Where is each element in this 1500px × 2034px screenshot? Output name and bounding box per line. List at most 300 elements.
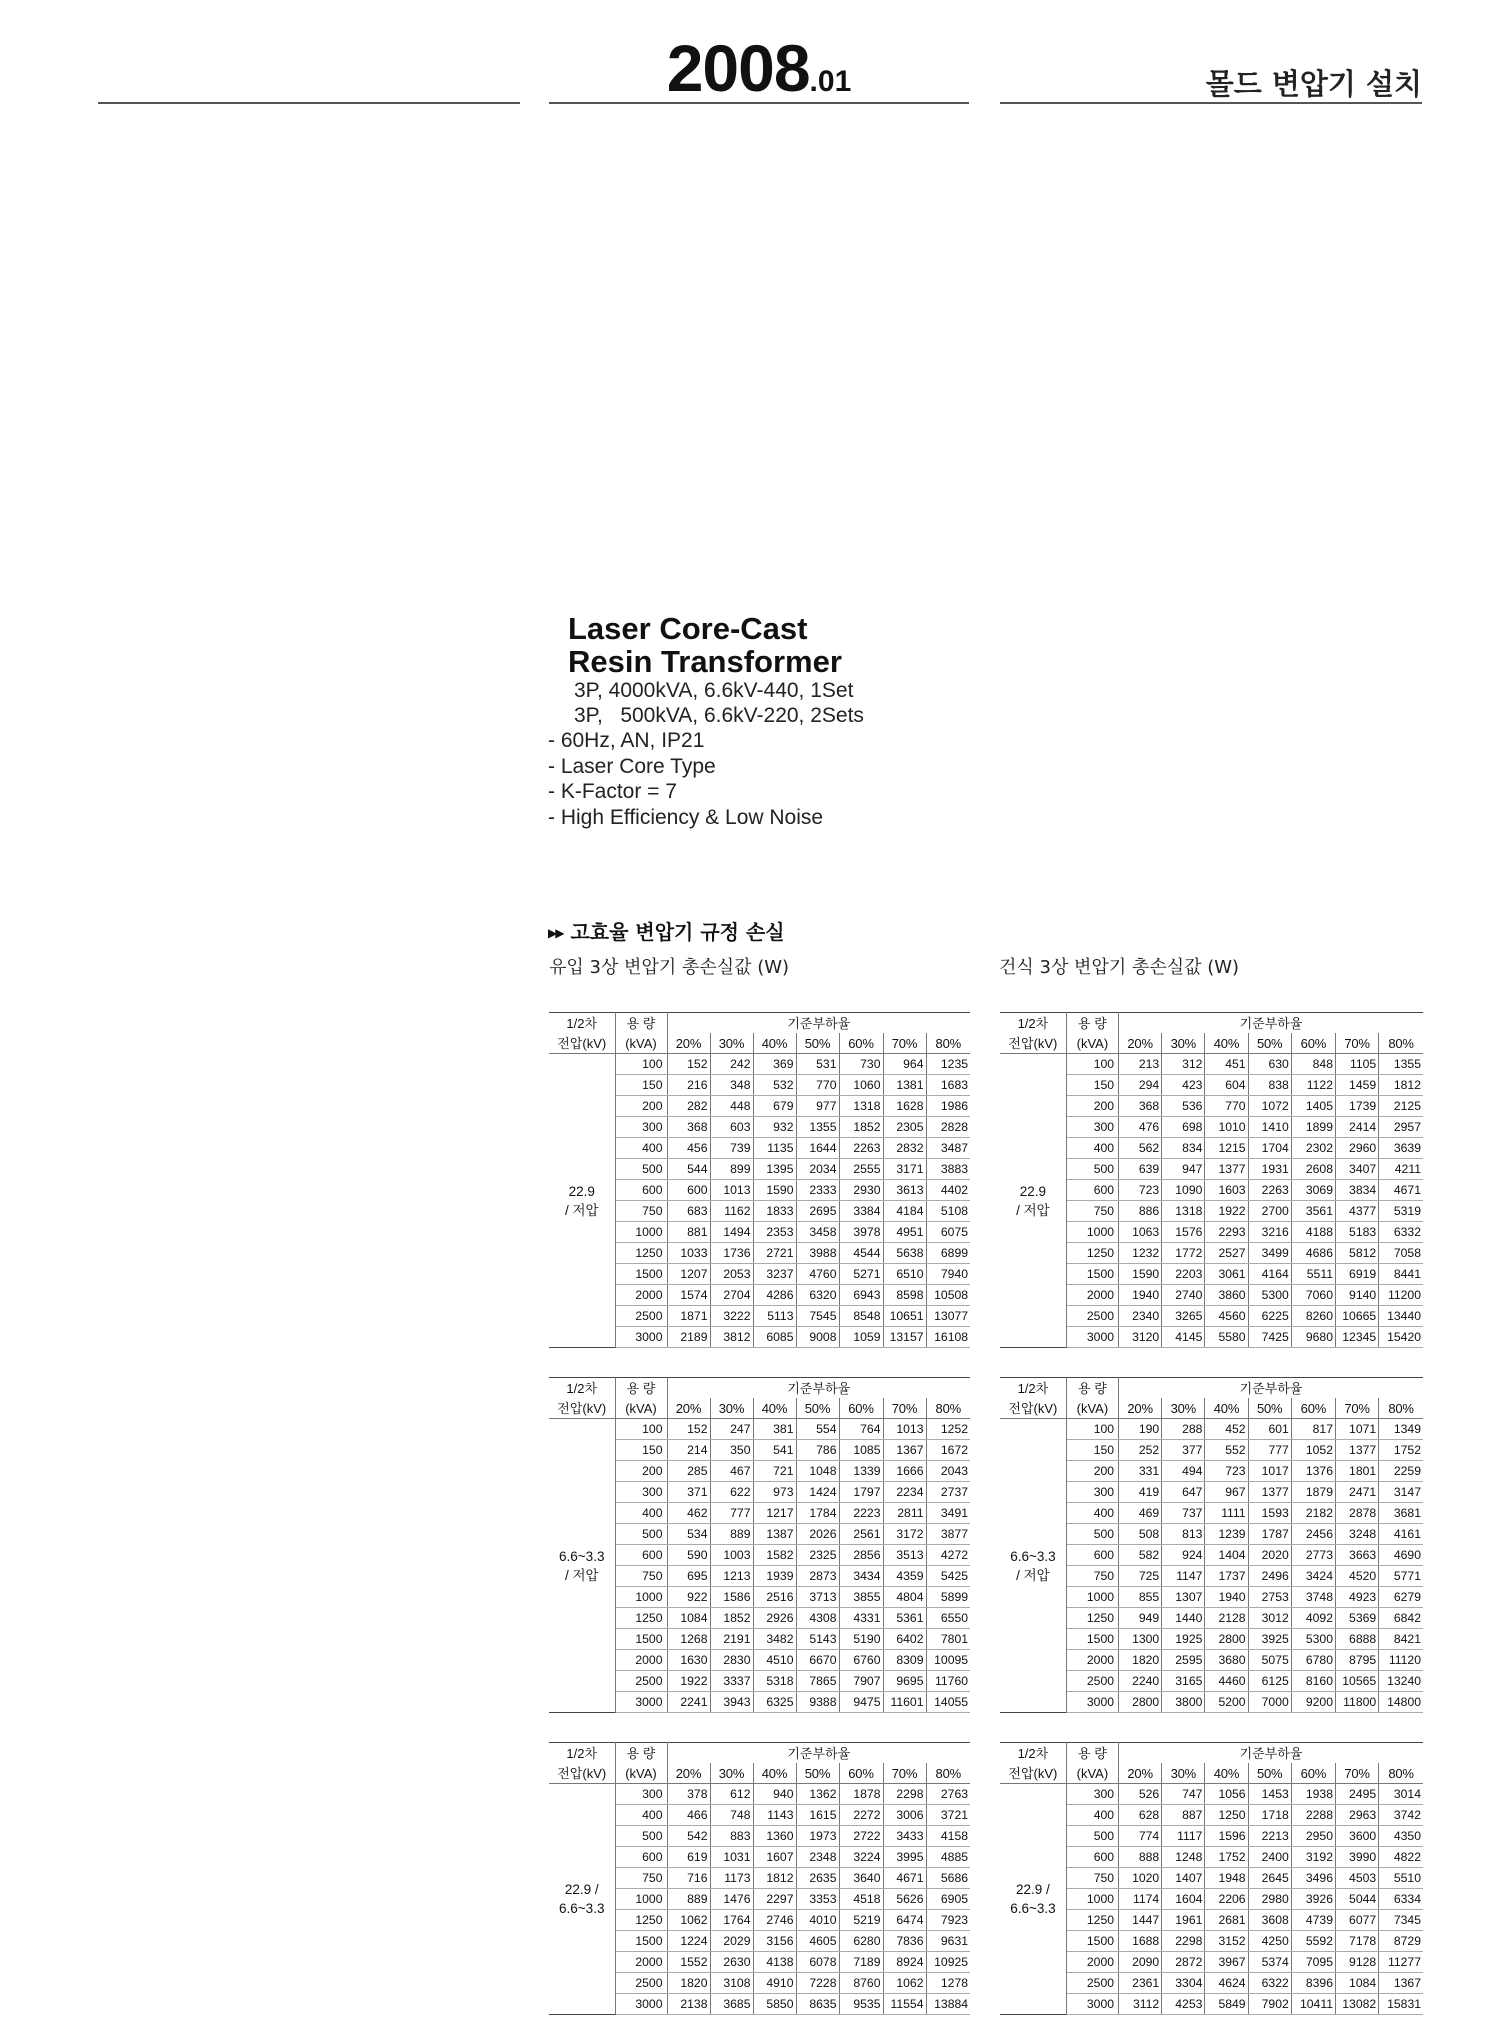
loss-value-cell: 3147 [1379, 1482, 1423, 1503]
load-percent-header: 80% [926, 1033, 970, 1054]
loss-value-cell: 1031 [710, 1847, 753, 1868]
loss-value-cell: 1207 [667, 1264, 710, 1285]
loss-value-cell: 242 [710, 1054, 753, 1075]
loss-value-cell: 1925 [1162, 1629, 1205, 1650]
loss-value-cell: 4885 [926, 1847, 970, 1868]
load-percent-header: 20% [667, 1033, 710, 1054]
header-rule-left [98, 102, 520, 104]
loss-value-cell: 1476 [710, 1889, 753, 1910]
load-percent-header: 60% [839, 1033, 883, 1054]
loss-value-cell: 1752 [1379, 1440, 1423, 1461]
load-percent-header: 50% [1248, 1033, 1291, 1054]
loss-value-cell: 466 [667, 1805, 710, 1826]
capacity-header: 용 량 [615, 1743, 667, 1764]
loss-value-cell: 817 [1291, 1419, 1335, 1440]
voltage-header-unit: 전압(kV) [1000, 1033, 1066, 1054]
capacity-cell: 2500 [1066, 1973, 1118, 1994]
loss-value-cell: 1105 [1335, 1054, 1378, 1075]
loss-value-cell: 2272 [839, 1805, 883, 1826]
capacity-cell: 600 [615, 1180, 667, 1201]
loss-value-cell: 2213 [1248, 1826, 1291, 1847]
loss-value-cell: 5771 [1379, 1566, 1423, 1587]
loss-value-cell: 377 [1162, 1440, 1205, 1461]
loss-value-cell: 721 [753, 1461, 796, 1482]
loss-value-cell: 3304 [1162, 1973, 1205, 1994]
loss-value-cell: 2259 [1379, 1461, 1423, 1482]
capacity-cell: 2000 [615, 1650, 667, 1671]
loss-value-cell: 8441 [1379, 1264, 1423, 1285]
loss-value-cell: 1922 [667, 1671, 710, 1692]
loss-value-cell: 1590 [753, 1180, 796, 1201]
loss-value-cell: 1615 [796, 1805, 839, 1826]
loss-value-cell: 5044 [1335, 1889, 1378, 1910]
capacity-cell: 150 [615, 1440, 667, 1461]
loss-value-cell: 2957 [1379, 1117, 1423, 1138]
loss-value-cell: 10651 [883, 1306, 926, 1327]
loss-value-cell: 448 [710, 1096, 753, 1117]
loss-value-cell: 3988 [796, 1243, 839, 1264]
loss-value-cell: 1871 [667, 1306, 710, 1327]
loss-value-cell: 2721 [753, 1243, 796, 1264]
loss-value-cell: 2960 [1335, 1138, 1378, 1159]
capacity-cell: 600 [1066, 1847, 1118, 1868]
loss-value-cell: 312 [1162, 1054, 1205, 1075]
loss-value-cell: 6334 [1379, 1889, 1423, 1910]
loss-value-cell: 3224 [839, 1847, 883, 1868]
loss-value-cell: 3925 [1248, 1629, 1291, 1650]
loss-value-cell: 628 [1119, 1805, 1162, 1826]
loss-value-cell: 2811 [883, 1503, 926, 1524]
loss-value-cell: 1596 [1205, 1826, 1248, 1847]
loss-value-cell: 1224 [667, 1931, 710, 1952]
loss-value-cell: 10411 [1291, 1994, 1335, 2015]
load-percent-header: 60% [839, 1763, 883, 1784]
table-header-row [1000, 1378, 1423, 1399]
loss-value-cell: 2263 [839, 1138, 883, 1159]
capacity-cell: 1000 [1066, 1222, 1118, 1243]
load-percent-header: 50% [1248, 1398, 1291, 1419]
loss-value-cell: 4760 [796, 1264, 839, 1285]
loss-value-cell: 1576 [1162, 1222, 1205, 1243]
voltage-header-unit: 전압(kV) [549, 1398, 615, 1419]
loss-value-cell: 2293 [1205, 1222, 1248, 1243]
loss-value-cell: 4308 [796, 1608, 839, 1629]
loss-value-cell: 1797 [839, 1482, 883, 1503]
capacity-cell: 200 [1066, 1461, 1118, 1482]
loss-value-cell: 1961 [1162, 1910, 1205, 1931]
loss-value-cell: 3120 [1119, 1327, 1162, 1348]
load-rate-header: 기준부하율 [1239, 1380, 1303, 1396]
load-percent-header: 30% [1162, 1398, 1205, 1419]
loss-value-cell: 940 [753, 1784, 796, 1805]
voltage-header-unit: 전압(kV) [1000, 1398, 1066, 1419]
table-row [549, 1784, 970, 1805]
loss-value-cell: 2737 [926, 1482, 970, 1503]
loss-value-cell: 1666 [883, 1461, 926, 1482]
capacity-cell: 1500 [1066, 1629, 1118, 1650]
load-percent-header: 40% [1205, 1033, 1248, 1054]
loss-value-cell: 889 [710, 1524, 753, 1545]
loss-value-cell: 11760 [926, 1671, 970, 1692]
loss-value-cell: 6888 [1335, 1629, 1378, 1650]
loss-value-cell: 1250 [1205, 1805, 1248, 1826]
loss-value-cell: 6320 [796, 1285, 839, 1306]
loss-value-cell: 2348 [796, 1847, 839, 1868]
capacity-cell: 1250 [615, 1608, 667, 1629]
loss-value-cell: 3248 [1335, 1524, 1378, 1545]
voltage-cell: 22.9 / 저압 [549, 1054, 615, 1348]
loss-value-cell: 542 [667, 1826, 710, 1847]
load-percent-header: 50% [796, 1033, 839, 1054]
loss-value-cell: 3860 [1205, 1285, 1248, 1306]
voltage-cell: 6.6~3.3 / 저압 [1000, 1419, 1066, 1713]
load-percent-header: 20% [667, 1763, 710, 1784]
voltage-header: 1/2차 [1000, 1378, 1066, 1399]
loss-value-cell: 1162 [710, 1201, 753, 1222]
loss-value-cell: 2873 [796, 1566, 839, 1587]
capacity-header: 용 량 [615, 1013, 667, 1034]
loss-value-cell: 2930 [839, 1180, 883, 1201]
load-percent-header: 50% [1248, 1763, 1291, 1784]
product-name-line1: Laser Core-Cast [568, 611, 808, 646]
load-percent-header: 80% [1379, 1398, 1423, 1419]
load-percent-header: 30% [1162, 1763, 1205, 1784]
loss-value-cell: 6225 [1248, 1306, 1291, 1327]
loss-value-cell: 1772 [1162, 1243, 1205, 1264]
loss-value-cell: 8598 [883, 1285, 926, 1306]
loss-value-cell: 2681 [1205, 1910, 1248, 1931]
capacity-cell: 300 [1066, 1784, 1118, 1805]
loss-value-cell: 11554 [883, 1994, 926, 2015]
loss-value-cell: 2608 [1291, 1159, 1335, 1180]
loss-value-cell: 4460 [1205, 1671, 1248, 1692]
loss-value-cell: 1607 [753, 1847, 796, 1868]
loss-value-cell: 737 [1162, 1503, 1205, 1524]
dry-column-title: 건식 3상 변압기 총손실값 (W) [999, 957, 1240, 978]
loss-value-cell: 2298 [883, 1784, 926, 1805]
loss-value-cell: 2645 [1248, 1868, 1291, 1889]
loss-value-cell: 1939 [753, 1566, 796, 1587]
capacity-cell: 100 [615, 1054, 667, 1075]
loss-value-cell: 4560 [1205, 1306, 1248, 1327]
loss-value-cell: 1737 [1205, 1566, 1248, 1587]
loss-value-cell: 1085 [839, 1440, 883, 1461]
loss-value-cell: 1736 [710, 1243, 753, 1264]
loss-value-cell: 2297 [753, 1889, 796, 1910]
capacity-header-unit: (kVA) [1066, 1398, 1118, 1419]
loss-value-cell: 4250 [1248, 1931, 1291, 1952]
load-percent-header: 20% [1119, 1033, 1162, 1054]
loss-value-cell: 532 [753, 1075, 796, 1096]
loss-value-cell: 252 [1119, 1440, 1162, 1461]
capacity-cell: 3000 [615, 1692, 667, 1713]
loss-value-cell: 4211 [1379, 1159, 1423, 1180]
loss-value-cell: 10508 [926, 1285, 970, 1306]
loss-value-cell: 1459 [1335, 1075, 1378, 1096]
loss-value-cell: 467 [710, 1461, 753, 1482]
loss-value-cell: 7060 [1291, 1285, 1335, 1306]
loss-value-cell: 6322 [1248, 1973, 1291, 1994]
header-date [549, 30, 969, 106]
loss-value-cell: 5374 [1248, 1952, 1291, 1973]
loss-value-cell: 1048 [796, 1461, 839, 1482]
loss-value-cell: 4253 [1162, 1994, 1205, 2015]
loss-value-cell: 4671 [1379, 1180, 1423, 1201]
loss-value-cell: 2595 [1162, 1650, 1205, 1671]
loss-value-cell: 630 [1248, 1054, 1291, 1075]
load-percent-header: 70% [1335, 1398, 1378, 1419]
capacity-cell: 150 [615, 1075, 667, 1096]
loss-value-cell: 7545 [796, 1306, 839, 1327]
loss-value-cell: 2128 [1205, 1608, 1248, 1629]
capacity-cell: 1000 [1066, 1587, 1118, 1608]
loss-value-cell: 1252 [926, 1419, 970, 1440]
loss-value-cell: 770 [1205, 1096, 1248, 1117]
loss-value-cell: 3812 [710, 1327, 753, 1348]
voltage-cell: 22.9 / 저압 [1000, 1054, 1066, 1348]
loss-value-cell: 5200 [1205, 1692, 1248, 1713]
loss-value-cell: 5108 [926, 1201, 970, 1222]
table-header-row [549, 1743, 970, 1764]
loss-value-cell: 6325 [753, 1692, 796, 1713]
loss-value-cell: 1410 [1248, 1117, 1291, 1138]
loss-value-cell: 3990 [1335, 1847, 1378, 1868]
loss-value-cell: 508 [1119, 1524, 1162, 1545]
loss-value-cell: 4138 [753, 1952, 796, 1973]
loss-value-cell: 1986 [926, 1096, 970, 1117]
loss-value-cell: 3265 [1162, 1306, 1205, 1327]
loss-value-cell: 2635 [796, 1868, 839, 1889]
loss-value-cell: 1135 [753, 1138, 796, 1159]
loss-value-cell: 6474 [883, 1910, 926, 1931]
capacity-header-unit: (kVA) [1066, 1033, 1118, 1054]
loss-value-cell: 2722 [839, 1826, 883, 1847]
loss-value-cell: 1278 [926, 1973, 970, 1994]
loss-value-cell: 6077 [1335, 1910, 1378, 1931]
loss-value-cell: 3012 [1248, 1608, 1291, 1629]
loss-value-cell: 1003 [710, 1545, 753, 1566]
load-percent-header: 30% [710, 1763, 753, 1784]
loss-value-cell: 5580 [1205, 1327, 1248, 1348]
loss-value-cell: 3152 [1205, 1931, 1248, 1952]
loss-value-cell: 1147 [1162, 1566, 1205, 1587]
capacity-cell: 500 [1066, 1159, 1118, 1180]
loss-value-cell: 1377 [1335, 1440, 1378, 1461]
loss-value-cell: 1833 [753, 1201, 796, 1222]
loss-value-cell: 2800 [1205, 1629, 1248, 1650]
loss-value-cell: 8729 [1379, 1931, 1423, 1952]
loss-value-cell: 288 [1162, 1419, 1205, 1440]
loss-value-cell: 9140 [1335, 1285, 1378, 1306]
loss-value-cell: 476 [1119, 1117, 1162, 1138]
loss-value-cell: 368 [667, 1117, 710, 1138]
loss-value-cell: 5592 [1291, 1931, 1335, 1952]
loss-value-cell: 1440 [1162, 1608, 1205, 1629]
loss-value-cell: 4331 [839, 1608, 883, 1629]
loss-value-cell: 371 [667, 1482, 710, 1503]
loss-value-cell: 813 [1162, 1524, 1205, 1545]
loss-value-cell: 11800 [1335, 1692, 1378, 1713]
loss-value-cell: 526 [1119, 1784, 1162, 1805]
capacity-cell: 3000 [1066, 1692, 1118, 1713]
loss-value-cell: 12345 [1335, 1327, 1378, 1348]
loss-value-cell: 1628 [883, 1096, 926, 1117]
loss-value-cell: 8795 [1335, 1650, 1378, 1671]
loss-value-cell: 3685 [710, 1994, 753, 2015]
voltage-cell: 6.6~3.3 / 저압 [549, 1419, 615, 1713]
loss-value-cell: 5219 [839, 1910, 883, 1931]
loss-value-cell: 964 [883, 1054, 926, 1075]
loss-value-cell: 152 [667, 1419, 710, 1440]
capacity-cell: 1250 [615, 1910, 667, 1931]
voltage-header: 1/2차 [549, 1378, 615, 1399]
table-header-row [1000, 1013, 1423, 1034]
loss-value-cell: 777 [710, 1503, 753, 1524]
loss-value-cell: 6085 [753, 1327, 796, 1348]
loss-value-cell: 4690 [1379, 1545, 1423, 1566]
loss-value-cell: 331 [1119, 1461, 1162, 1482]
loss-value-cell: 13440 [1379, 1306, 1423, 1327]
loss-value-cell: 777 [1248, 1440, 1291, 1461]
capacity-cell: 100 [1066, 1054, 1118, 1075]
capacity-cell: 3000 [1066, 1327, 1118, 1348]
loss-value-cell: 562 [1119, 1138, 1162, 1159]
loss-value-cell: 7801 [926, 1629, 970, 1650]
load-percent-header: 30% [710, 1398, 753, 1419]
capacity-cell: 100 [1066, 1419, 1118, 1440]
loss-value-cell: 619 [667, 1847, 710, 1868]
load-percent-header: 40% [753, 1763, 796, 1784]
loss-value-cell: 2043 [926, 1461, 970, 1482]
loss-value-cell: 883 [710, 1826, 753, 1847]
loss-value-cell: 469 [1119, 1503, 1162, 1524]
loss-value-cell: 3491 [926, 1503, 970, 1524]
loss-value-cell: 1787 [1248, 1524, 1291, 1545]
loss-value-cell: 3834 [1335, 1180, 1378, 1201]
loss-value-cell: 3006 [883, 1805, 926, 1826]
loss-value-cell: 5300 [1291, 1629, 1335, 1650]
loss-value-cell: 1215 [1205, 1138, 1248, 1159]
loss-value-cell: 1062 [667, 1910, 710, 1931]
loss-value-cell: 683 [667, 1201, 710, 1222]
voltage-cell: 22.9 / 6.6~3.3 [549, 1784, 615, 2015]
loss-value-cell: 531 [796, 1054, 839, 1075]
loss-value-cell: 1377 [1248, 1482, 1291, 1503]
loss-value-cell: 6510 [883, 1264, 926, 1285]
capacity-cell: 1250 [1066, 1243, 1118, 1264]
loss-value-cell: 2963 [1335, 1805, 1378, 1826]
loss-value-cell: 8309 [883, 1650, 926, 1671]
loss-value-cell: 2471 [1335, 1482, 1378, 1503]
loss-value-cell: 1367 [1379, 1973, 1423, 1994]
capacity-cell: 100 [615, 1419, 667, 1440]
loss-value-cell: 1931 [1248, 1159, 1291, 1180]
load-percent-header: 30% [1162, 1033, 1205, 1054]
loss-value-cell: 3192 [1291, 1847, 1335, 1868]
loss-value-cell: 4544 [839, 1243, 883, 1264]
capacity-cell: 750 [1066, 1566, 1118, 1587]
loss-value-cell: 1447 [1119, 1910, 1162, 1931]
loss-value-cell: 8760 [839, 1973, 883, 1994]
table-header-row [549, 1033, 970, 1054]
loss-value-cell: 1395 [753, 1159, 796, 1180]
loss-value-cell: 7907 [839, 1671, 883, 1692]
loss-value-cell: 1453 [1248, 1784, 1291, 1805]
loss-value-cell: 5626 [883, 1889, 926, 1910]
voltage-header-unit: 전압(kV) [1000, 1763, 1066, 1784]
loss-value-cell: 3640 [839, 1868, 883, 1889]
product-feature: - K-Factor = 7 [548, 780, 677, 803]
capacity-cell: 500 [1066, 1826, 1118, 1847]
loss-value-cell: 899 [710, 1159, 753, 1180]
loss-value-cell: 11120 [1379, 1650, 1423, 1671]
loss-value-cell: 2704 [710, 1285, 753, 1306]
loss-table-dry-6.6-low [1000, 1377, 1423, 1713]
load-percent-header: 40% [753, 1033, 796, 1054]
load-percent-header: 50% [796, 1763, 839, 1784]
loss-value-cell: 888 [1119, 1847, 1162, 1868]
capacity-cell: 2500 [1066, 1671, 1118, 1692]
loss-value-cell: 2125 [1379, 1096, 1423, 1117]
capacity-cell: 750 [615, 1201, 667, 1222]
loss-value-cell: 2630 [710, 1952, 753, 1973]
capacity-cell: 3000 [615, 1327, 667, 1348]
loss-value-cell: 4286 [753, 1285, 796, 1306]
loss-value-cell: 3926 [1291, 1889, 1335, 1910]
loss-value-cell: 600 [667, 1180, 710, 1201]
loss-value-cell: 152 [667, 1054, 710, 1075]
loss-value-cell: 1017 [1248, 1461, 1291, 1482]
voltage-header: 1/2차 [549, 1013, 615, 1034]
loss-value-cell: 3561 [1291, 1201, 1335, 1222]
loss-value-cell: 4923 [1335, 1587, 1378, 1608]
loss-value-cell: 9008 [796, 1327, 839, 1348]
loss-value-cell: 14800 [1379, 1692, 1423, 1713]
load-percent-header: 50% [796, 1398, 839, 1419]
capacity-cell: 1250 [1066, 1910, 1118, 1931]
loss-value-cell: 552 [1205, 1440, 1248, 1461]
loss-value-cell: 2700 [1248, 1201, 1291, 1222]
loss-value-cell: 2830 [710, 1650, 753, 1671]
loss-value-cell: 2234 [883, 1482, 926, 1503]
loss-value-cell: 932 [753, 1117, 796, 1138]
loss-value-cell: 456 [667, 1138, 710, 1159]
loss-value-cell: 887 [1162, 1805, 1205, 1826]
capacity-header: 용 량 [1066, 1013, 1118, 1034]
loss-table-dry-22.9-6.6 [1000, 1742, 1423, 2015]
loss-value-cell: 15420 [1379, 1327, 1423, 1348]
loss-value-cell: 3855 [839, 1587, 883, 1608]
loss-value-cell: 4822 [1379, 1847, 1423, 1868]
loss-value-cell: 1376 [1291, 1461, 1335, 1482]
capacity-cell: 1000 [615, 1587, 667, 1608]
loss-value-cell: 1307 [1162, 1587, 1205, 1608]
loss-value-cell: 4272 [926, 1545, 970, 1566]
loss-value-cell: 2695 [796, 1201, 839, 1222]
loss-value-cell: 1784 [796, 1503, 839, 1524]
loss-value-cell: 1603 [1205, 1180, 1248, 1201]
capacity-cell: 3000 [615, 1994, 667, 2015]
loss-value-cell: 698 [1162, 1117, 1205, 1138]
table-row [1000, 1419, 1423, 1440]
loss-value-cell: 2340 [1119, 1306, 1162, 1327]
loss-value-cell: 13240 [1379, 1671, 1423, 1692]
loss-value-cell: 1644 [796, 1138, 839, 1159]
loss-value-cell: 11277 [1379, 1952, 1423, 1973]
loss-value-cell: 2138 [667, 1994, 710, 2015]
capacity-cell: 200 [615, 1096, 667, 1117]
loss-value-cell: 3222 [710, 1306, 753, 1327]
